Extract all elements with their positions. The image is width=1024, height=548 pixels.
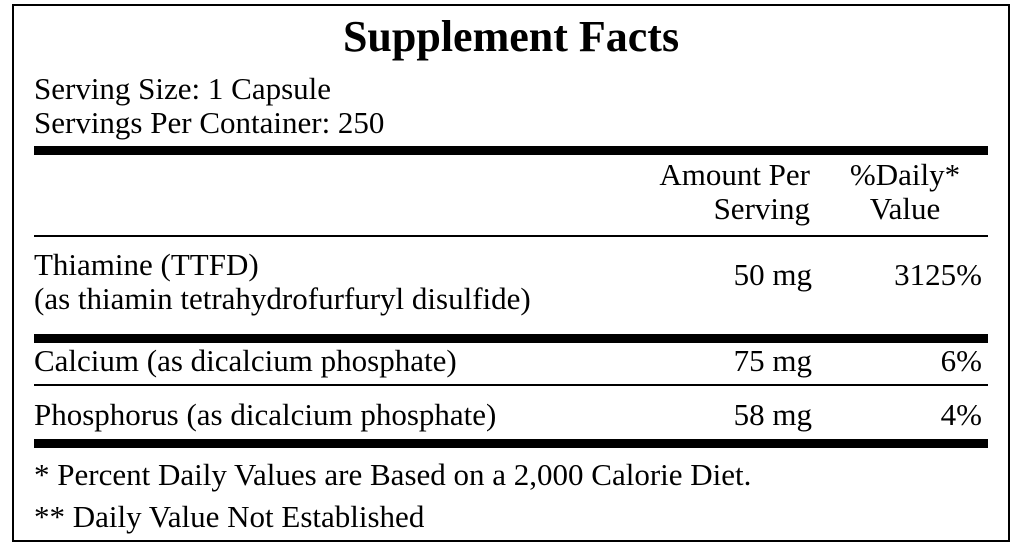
- nutrient-name-phosphorus: Phosphorus (as dicalcium phosphate): [34, 397, 497, 432]
- supplement-facts-panel: [12, 4, 1010, 542]
- panel-title: Supplement Facts: [342, 12, 680, 61]
- amount-header-line2: Serving: [713, 191, 810, 226]
- daily-value-thiamine: 3125%: [894, 257, 982, 292]
- nutrient-name-thiamine: Thiamine (TTFD): [34, 247, 259, 282]
- nutrient-source-thiamine: (as thiamin tetrahydrofurfuryl disulfide): [34, 281, 531, 316]
- daily-value-calcium: 6%: [940, 343, 982, 378]
- serving-size: Serving Size: 1 Capsule: [34, 71, 332, 106]
- footnote-daily-values: * Percent Daily Values are Based on a 2,000 Calorie Diet.: [34, 457, 752, 492]
- row-divider: [34, 384, 988, 386]
- amount-calcium: 75 mg: [733, 343, 812, 378]
- thick-divider-middle: [34, 334, 988, 343]
- nutrient-name-calcium: Calcium (as dicalcium phosphate): [34, 343, 457, 378]
- amount-header-line1: Amount Per: [659, 157, 810, 192]
- footnote-not-established: ** Daily Value Not Established: [34, 499, 425, 534]
- thick-divider-top: [34, 146, 988, 155]
- amount-phosphorus: 58 mg: [733, 397, 812, 432]
- daily-value-header-line1: %Daily*: [849, 157, 961, 192]
- thick-divider-bottom: [34, 439, 988, 448]
- amount-thiamine: 50 mg: [733, 257, 812, 292]
- daily-value-phosphorus: 4%: [940, 397, 982, 432]
- header-divider: [34, 235, 988, 237]
- daily-value-header-line2: Value: [869, 191, 941, 226]
- servings-per-container: Servings Per Container: 250: [34, 105, 385, 140]
